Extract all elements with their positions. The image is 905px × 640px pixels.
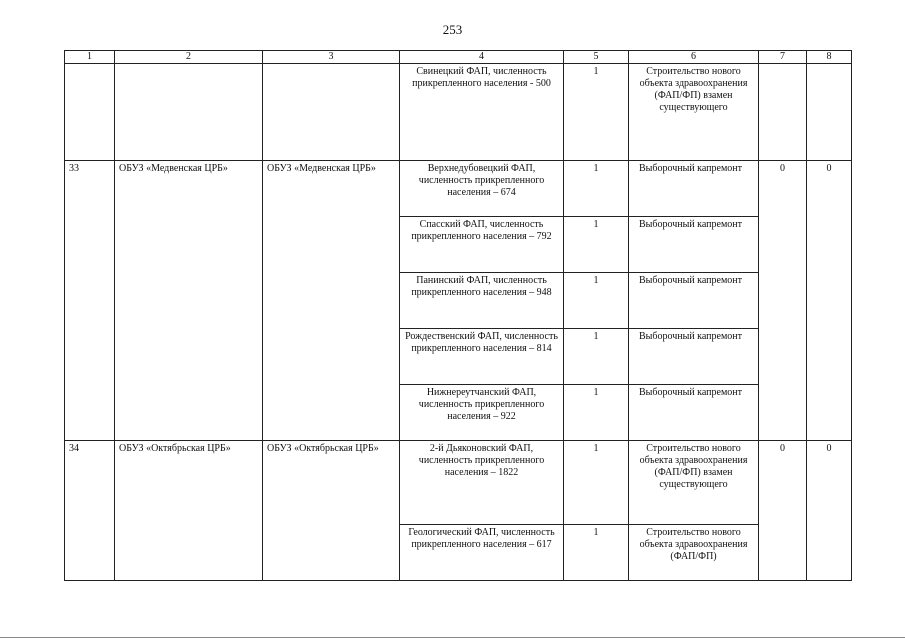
facility-cell: Панинский ФАП, численность прикрепленного населения – 948 [400,273,564,329]
column-header: 1 [65,51,115,64]
table-row [65,441,852,525]
table-row [65,161,852,217]
page-number: 253 [442,22,463,37]
customer-cell: ОБУЗ «Медвенская ЦРБ» [263,161,400,441]
work-type-cell: Строительство нового объекта здравоохранения (ФАП/ФП) взамен существующего [629,64,759,161]
row-number-cell: 33 [65,161,115,441]
col8-cell: 0 [807,441,852,581]
work-type-cell: Выборочный капремонт [629,161,759,217]
facilities-table [64,50,852,581]
organization-cell: ОБУЗ «Медвенская ЦРБ» [115,161,263,441]
quantity-cell: 1 [564,525,629,581]
work-type-cell: Строительство нового объекта здравоохранения (ФАП/ФП) [629,525,759,581]
quantity-cell: 1 [564,329,629,385]
row-number-cell [65,64,115,161]
work-type-cell: Выборочный капремонт [629,273,759,329]
facility-cell: Рождественский ФАП, численность прикрепленного населения – 814 [400,329,564,385]
row-number-cell: 34 [65,441,115,581]
quantity-cell: 1 [564,64,629,161]
facility-cell: Спасский ФАП, численность прикрепленного населения – 792 [400,217,564,273]
customer-cell: ОБУЗ «Октябрьская ЦРБ» [263,441,400,581]
quantity-cell: 1 [564,161,629,217]
quantity-cell: 1 [564,385,629,441]
column-header: 7 [759,51,807,64]
quantity-cell: 1 [564,273,629,329]
column-header: 2 [115,51,263,64]
facility-cell: Верхнедубовецкий ФАП, численность прикрепленного населения – 674 [400,161,564,217]
col7-cell [759,64,807,161]
work-type-cell: Выборочный капремонт [629,385,759,441]
column-header: 3 [263,51,400,64]
col7-cell: 0 [759,441,807,581]
col7-cell: 0 [759,161,807,441]
facility-cell: Нижнереутчанский ФАП, численность прикрепленного населения – 922 [400,385,564,441]
organization-cell [115,64,263,161]
facility-cell: Геологический ФАП, численность прикрепленного населения – 617 [400,525,564,581]
quantity-cell: 1 [564,217,629,273]
work-type-cell: Выборочный капремонт [629,329,759,385]
facility-cell: Свинецкий ФАП, численность прикрепленного населения - 500 [400,64,564,161]
customer-cell [263,64,400,161]
col8-cell [807,64,852,161]
col8-cell: 0 [807,161,852,441]
facility-cell: 2-й Дьяконовский ФАП, численность прикрепленного населения – 1822 [400,441,564,525]
page-edge-divider [0,637,905,638]
table-row [65,64,852,161]
column-header: 8 [807,51,852,64]
work-type-cell: Строительство нового объекта здравоохранения (ФАП/ФП) взамен существующего [629,441,759,525]
column-header: 5 [564,51,629,64]
column-header: 6 [629,51,759,64]
quantity-cell: 1 [564,441,629,525]
header-row [65,51,852,64]
column-header: 4 [400,51,564,64]
organization-cell: ОБУЗ «Октябрьская ЦРБ» [115,441,263,581]
work-type-cell: Выборочный капремонт [629,217,759,273]
